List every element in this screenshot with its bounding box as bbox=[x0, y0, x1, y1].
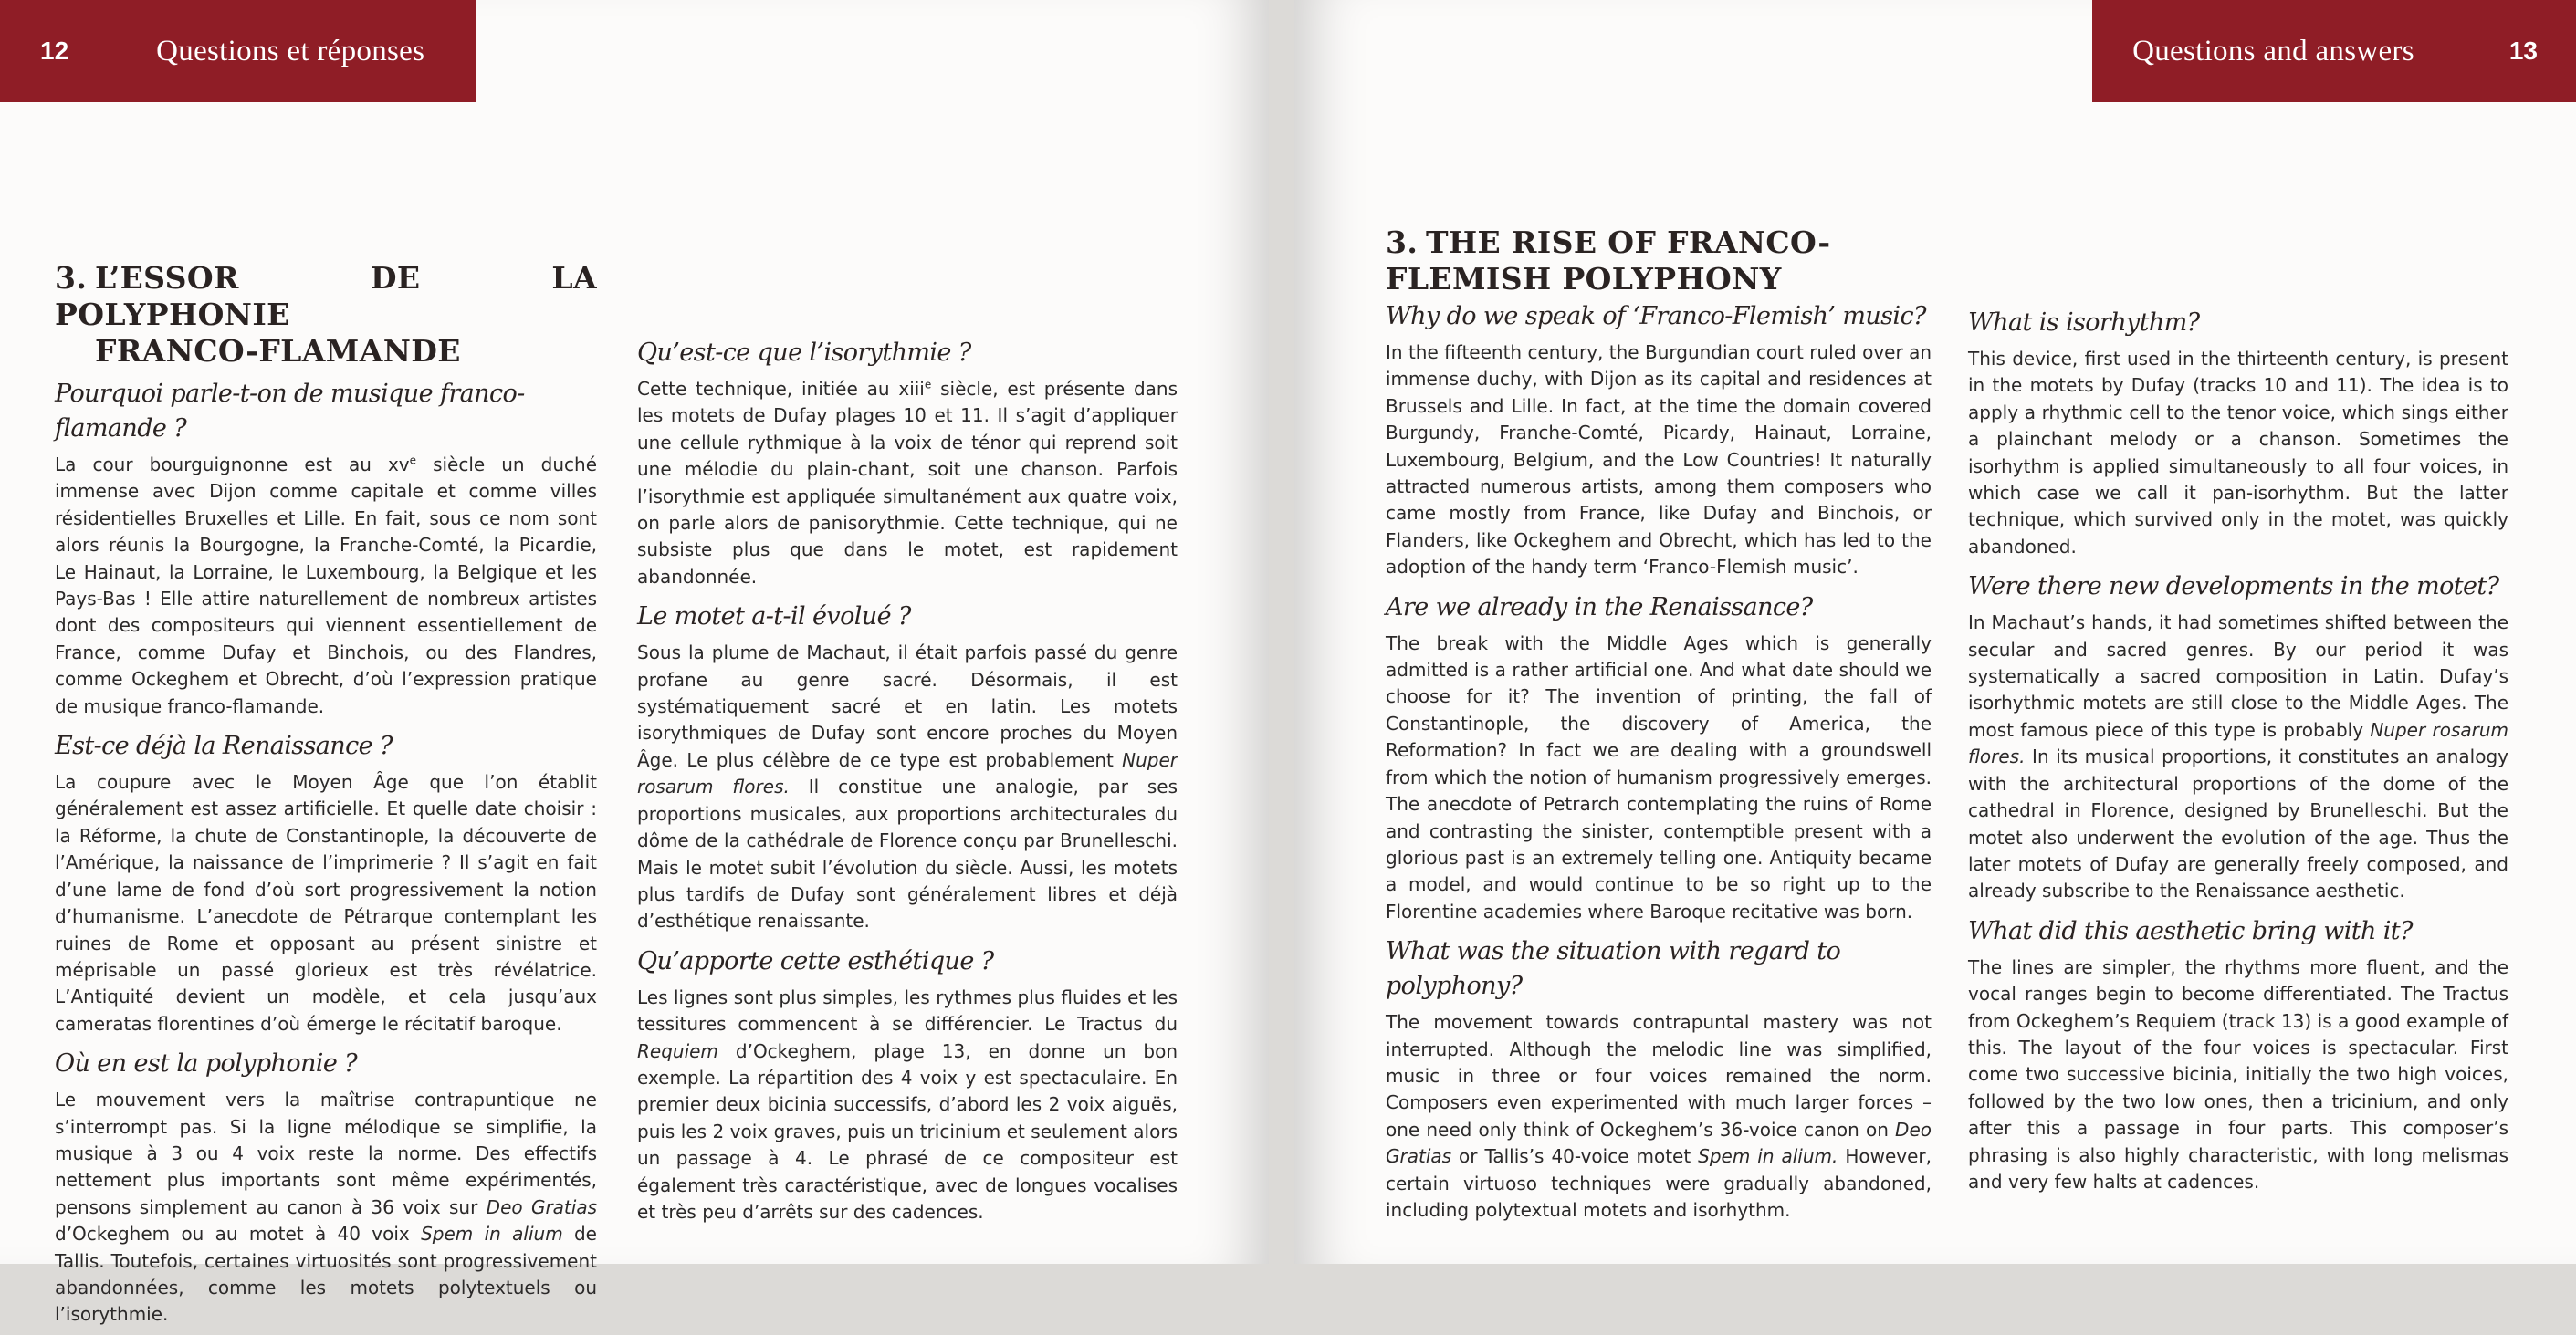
page-number-right: 13 bbox=[2508, 37, 2538, 65]
question-heading: Are we already in the Renaissance? bbox=[1386, 592, 1813, 621]
page-number-left: 12 bbox=[40, 37, 69, 65]
answer-paragraph: The lines are simpler, the rhythms more fluent, and the vocal ranges begin to become differentiated. The Tractus from Ockeghem’s Requiem (track 13) is a good example of this. The layout of the four voices is spectacular. First come two successive bicinia, initially the two high voices, followed by the two low ones, then a tricinium, and only after this a passage in four parts. This composer’s phrasing is also highly characteristic, with long melismas and very few halts at cadences. bbox=[1968, 955, 2508, 1193]
question-heading: Le motet a-t-il évolué ? bbox=[637, 602, 911, 631]
question-heading: Why do we speak of ‘Franco-Flemish’ music? bbox=[1386, 302, 1926, 330]
section-heading-en: 3. THE RISE OF FRANCO- FLEMISH POLYPHONY bbox=[1386, 224, 1831, 297]
answer-paragraph: The movement towards contrapuntal mastery was not interrupted. Although the melodic line was simplified, music in three or four voices remained the norm. Composers even experimented with much larger forces – one need only think of Ockeghem’s 36-voice canon on Deo Gratias or Tallis’s 40-voice motet Spem in alium. However, certain virtuoso techniques were gradually abandoned, including polytextual motets and isorhythm. bbox=[1386, 1011, 1932, 1221]
answer-paragraph: La cour bourguignonne est au $xv^e$ siècle un duché immense avec Dijon comme capitale et comme villes résidentielles Bruxelles et Lille. En fait, sous ce nom sont alors réunis la Bourgogne, la Franche-Comté, la Picardie, Le Hainaut, la Lorraine, le Luxembourg, la Belgique et les Pays-Bas ! Elle attire naturellement de nombreux artistes dont des compositeurs qui viennent essentiellement de France, comme Dufay et Binchois, ou des Flandres, comme Ockeghem et Obrecht, d’où l’expression pratique de musique franco-flamande. bbox=[55, 454, 597, 717]
answer-paragraph: Sous la plume de Machaut, il était parfois passé du genre profane au genre sacré. Désormais, il est systématiquement sacré et en latin. Les motets isorythmiques de Dufay sont encore proches du Moyen Âge. Le plus célèbre de ce type est probablement Nuper rosarum flores. Il constitue une analogie, par ses proportions musicales, aux proportions architecturales du dôme de la cathédrale de Florence conçu par Brunelleschi. Mais le motet subit l’évolution du siècle. Aussi, les motets plus tardifs de Dufay sont généralement libres et déjà d’esthétique renaissante. bbox=[637, 641, 1178, 933]
answer-paragraph: This device, first used in the thirteenth century, is present in the motets by Dufay (tracks 10 and 11). The idea is to apply a rhythmic cell to the tenor voice, which sings either a plainchant melody or a chanson. Sometimes the isorhythm is applied simultaneously to all four voices, in which case we call it pan-isorhythm. But the latter technique, which survived only in the motet, was quickly abandoned. bbox=[1968, 348, 2508, 558]
answer-paragraph: The break with the Middle Ages which is generally admitted is a rather artificial one. And what date should we choose for it? The invention of printing, the fall of Constantinople, the discovery of America, the Reformation? In fact we are dealing with a groundswell from which the notion of humanism progressively emerges. The anecdote of Petrarch contemplating the ruins of Rome and contrasting the sinister, contemptible present with a glorious past is an extremely telling one. Antiquity became a model, and would continue to be so right up to the Florentine academies where Baroque recitative was born. bbox=[1386, 631, 1932, 923]
answer-paragraph: Cette technique, initiée au xiii$^e$ siècle, est présente dans les motets de Dufay plages 10 et 11. Il s’agit d’appliquer une cellule rythmique à la voix de ténor qui reprend soit une mélodie du plain-chant, soit une chanson. Parfois l’isorythmie est appliquée simultanément aux quatre voix, on parle alors de panisorythmie. Cette technique, qui ne subsiste plus que dans le motet, est rapidement abandonnée. bbox=[637, 378, 1178, 588]
running-title-left: Questions et réponses bbox=[156, 34, 425, 68]
question-heading: Were there new developments in the motet? bbox=[1968, 572, 2499, 601]
column-3 bbox=[1386, 224, 1932, 1230]
answer-paragraph: Le mouvement vers la maîtrise contrapuntique ne s’interrompt pas. Si la ligne mélodique se simplifie, la musique à 3 ou 4 voix reste la norme. Des effectifs nettement plus importants sont même expérimentés, pensons simplement au canon à 36 voix sur Deo Gratias d’Ockeghem ou au motet à 40 voix Spem in alium de Tallis. Toutefois, certaines virtuosités sont progressivement abandonnées, comme les motets polytextuels ou l’isorythmie. bbox=[55, 1089, 597, 1326]
answer-paragraph: In the fifteenth century, the Burgundian court ruled over an immense duchy, with Dijon as its capital and residences at Brussels and Lille. In fact, at the time the domain covered Burgundy, Franche-Comté, Picardy, Hainaut, Lorraine, Luxembourg, Belgium, and the Low Countries! It naturally attracted numerous artists, among them composers who came mostly from France, like Dufay and Binchois, or Flanders, like Ockeghem and Obrecht, which has led to the adoption of the handy term ‘Franco-Flemish music’. bbox=[1386, 341, 1932, 579]
question-heading: Est-ce déjà la Renaissance ? bbox=[55, 732, 393, 761]
column-2 bbox=[637, 336, 1178, 1232]
running-title-right: Questions and answers bbox=[2132, 34, 2414, 68]
column-1 bbox=[55, 260, 597, 1335]
question-heading: What was the situation with regard to polyphony? bbox=[1386, 937, 1841, 1001]
answer-paragraph: Les lignes sont plus simples, les rythmes plus fluides et les tessitures commencent à se différencier. Le Tractus du Requiem d’Ockeghem, plage 13, en donne un bon exemple. La répartition des 4 voix y est spectaculaire. En premier deux bicinia successifs, d’abord les 2 voix aiguës, puis les 2 voix graves, puis un tricinium et seulement alors un passage à 4. Le phrasé de ce compositeur est également très caractéristique, avec de longues vocalises et très peu d’arrêts sur des cadences. bbox=[637, 986, 1178, 1223]
answer-paragraph: In Machaut’s hands, it had sometimes shifted between the secular and sacred genres. By our period it was systematically a sacred composition in Latin. Dufay’s isorhythmic motets are still close to the Middle Ages. The most famous piece of this type is probably Nuper rosarum flores. In its musical proportions, it constitutes an analogy with the architectural proportions of the dome of the cathedral in Florence, designed by Brunelleschi. But the motet also underwent the evolution of the age. Thus the later motets of Dufay are generally freely composed, and already subscribe to the Renaissance aesthetic. bbox=[1968, 611, 2508, 902]
question-heading: Qu’apporte cette esthétique ? bbox=[637, 946, 994, 975]
running-header-right bbox=[2092, 0, 2576, 102]
question-heading: What is isorhythm? bbox=[1968, 308, 2200, 337]
answer-paragraph: La coupure avec le Moyen Âge que l’on établit généralement est assez artificielle. Et quelle date choisir : la Réforme, la chute de Constantinople, la découverte de l’Amérique, la naissance de l’imprimerie ? Il s’agit en fait d’une lame de fond d’où sort progressivement la notion d’humanisme. L’anecdote de Pétrarque contemplant les ruines de Rome et opposant au présent sinistre et méprisable un passé glorieux est très révélatrice. L’Antiquité devient un modèle, et cela jusqu’aux cameratas florentines d’où émerge le récitatif baroque. bbox=[55, 771, 597, 1035]
question-heading: Pourquoi parle-t-on de musique franco-flamande ? bbox=[55, 380, 525, 443]
running-header-left bbox=[0, 0, 476, 102]
column-4 bbox=[1968, 306, 2508, 1202]
section-heading-fr: 3. L’ESSOR DE LA POLYPHONIE FRANCO-FLAMANDE bbox=[55, 260, 597, 369]
question-heading: What did this aesthetic bring with it? bbox=[1968, 916, 2413, 945]
question-heading: Qu’est-ce que l’isorythmie ? bbox=[637, 339, 971, 367]
left-page bbox=[0, 0, 1269, 1326]
question-heading: Où en est la polyphonie ? bbox=[55, 1049, 358, 1079]
